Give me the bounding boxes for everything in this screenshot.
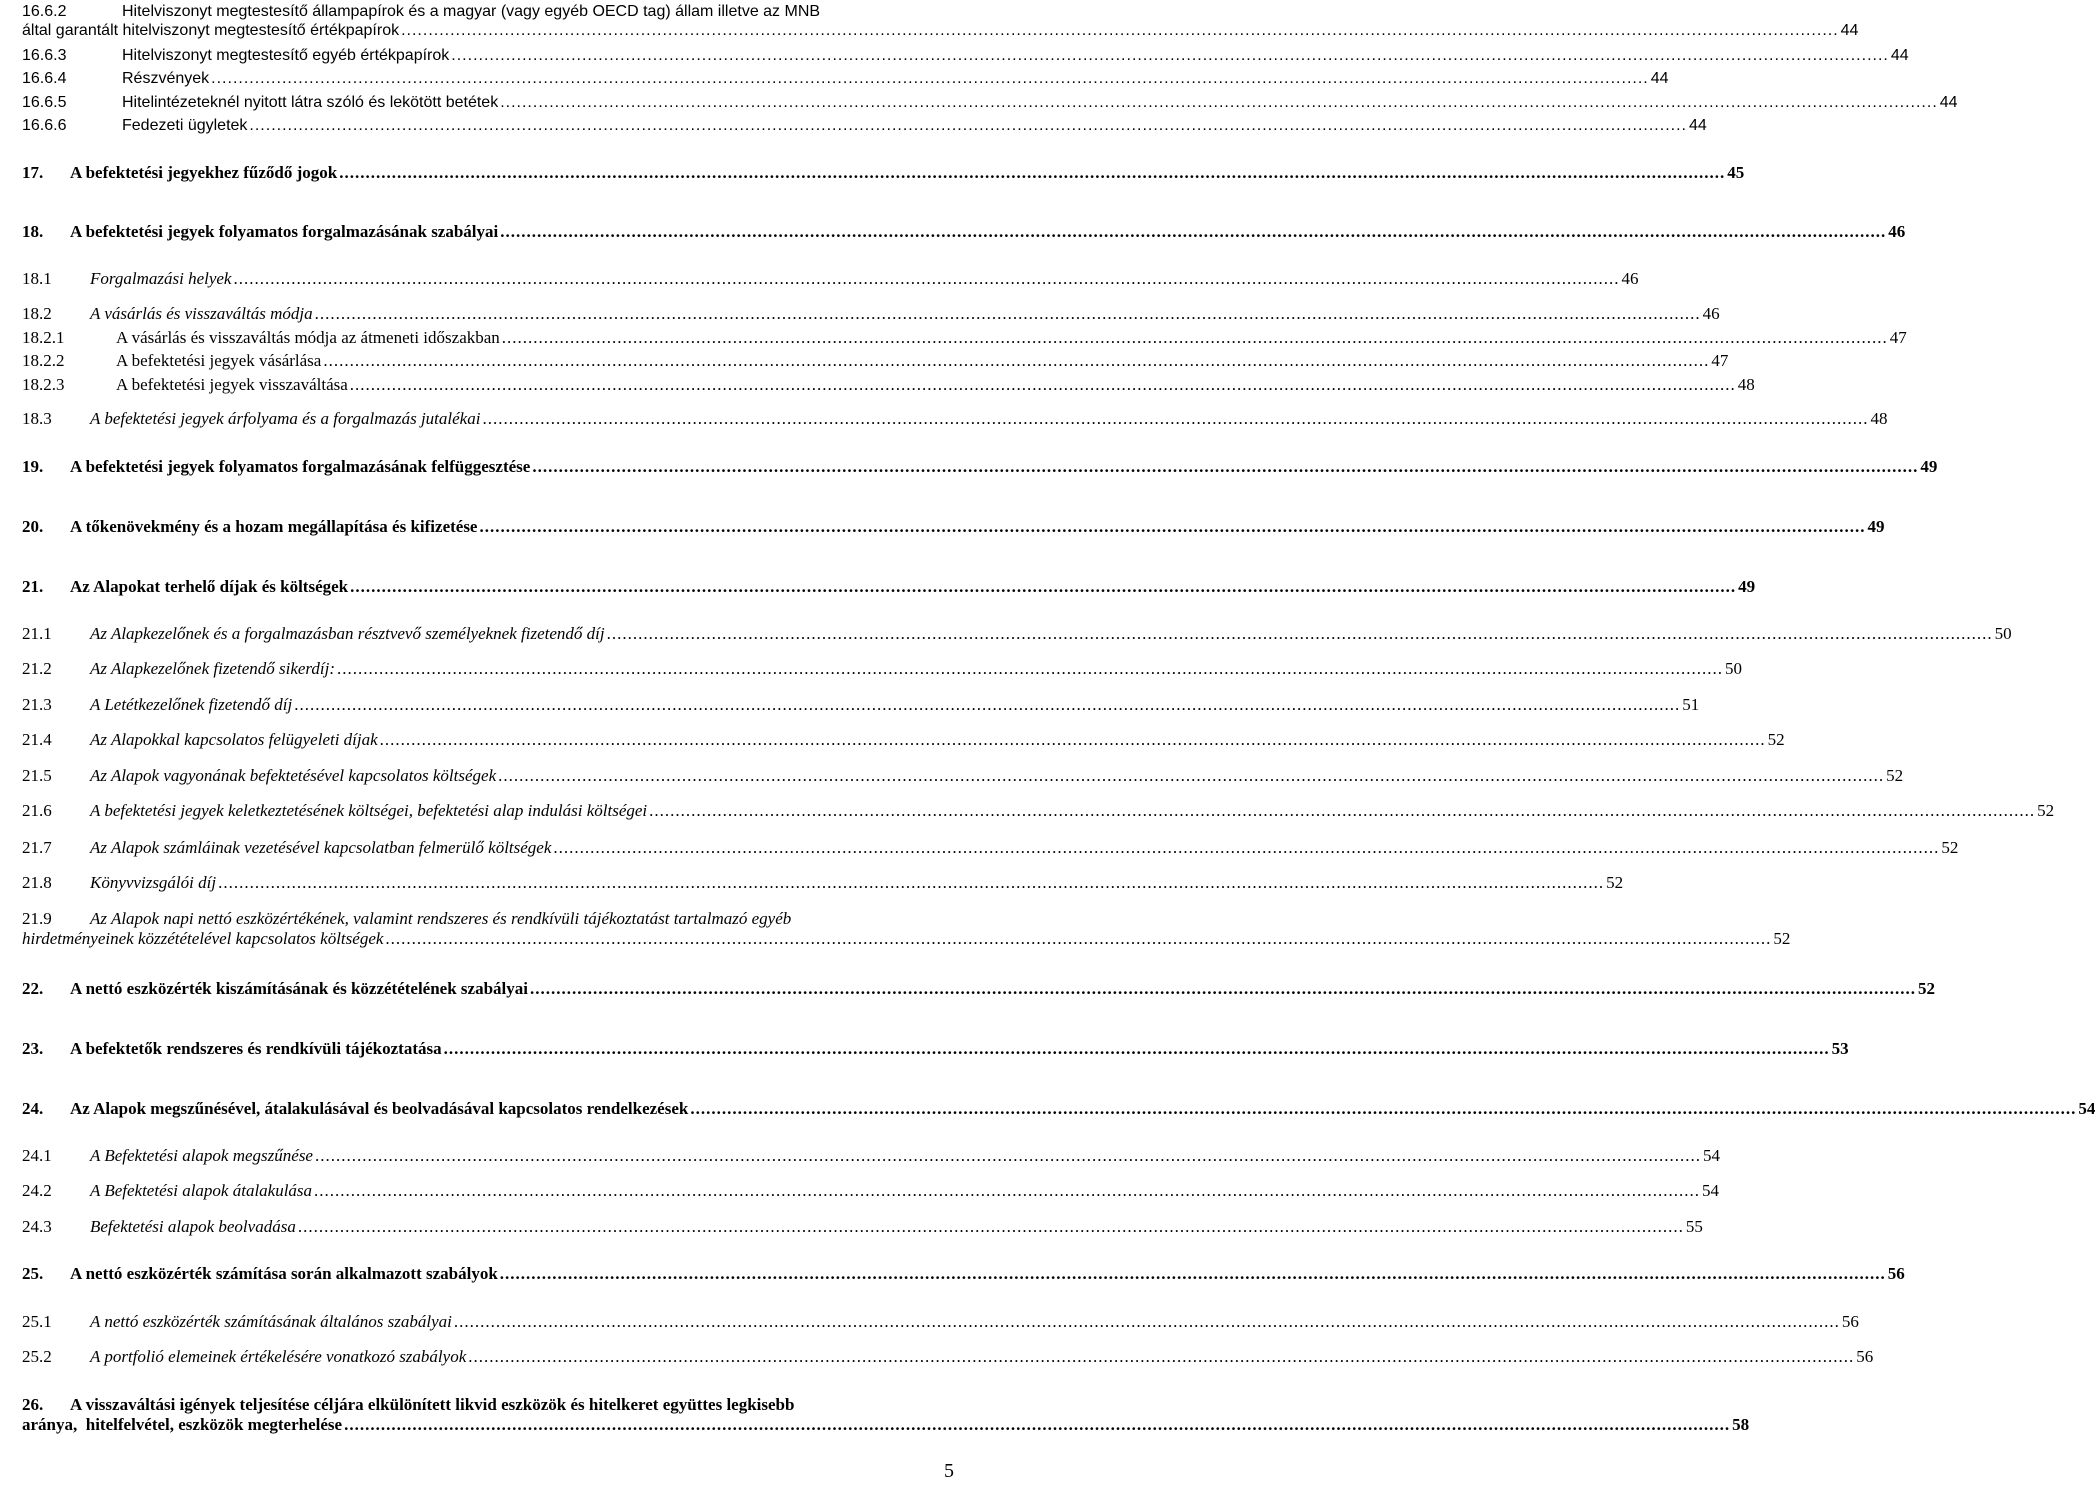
toc-number: 21.1 [22, 624, 52, 643]
dot-leader [690, 1099, 2076, 1119]
toc-entry-18-2-2[interactable] [22, 351, 1729, 371]
toc-entry-21-8[interactable] [22, 873, 1624, 893]
toc-entry-18-2-3[interactable] [22, 375, 1755, 395]
toc-entry-24-1[interactable] [22, 1146, 1720, 1166]
toc-entry-18-2[interactable] [22, 304, 1720, 324]
toc-page: 44 [1939, 94, 1958, 111]
toc-number: 18.2.2 [22, 351, 65, 370]
toc-entry-18-1[interactable] [22, 269, 1639, 289]
dot-leader [315, 304, 1701, 324]
toc-page: 50 [1994, 624, 2012, 643]
toc-number: 21.6 [22, 801, 52, 820]
toc-page: 53 [1831, 1039, 1849, 1058]
toc-title: Az Alapokkal kapcsolatos felügyeleti díjak [90, 730, 378, 749]
toc-title: Az Alapok vagyonának befektetésével kapcsolatos költségek [90, 766, 497, 785]
dot-leader [500, 1264, 1886, 1284]
toc-page: 52 [1886, 766, 1904, 785]
toc-entry-18-2-1[interactable] [22, 328, 1907, 348]
toc-number: 26. [22, 1395, 44, 1414]
toc-entry-20[interactable] [22, 517, 1885, 537]
toc-page: 49 [1920, 457, 1938, 476]
toc-page: 51 [1682, 695, 1700, 714]
dot-leader [314, 1181, 1700, 1201]
toc-page: 48 [1870, 409, 1888, 428]
toc-number: 18. [22, 222, 44, 241]
dot-leader [211, 69, 1649, 88]
toc-page: 44 [1688, 117, 1707, 134]
toc-title: A befektetők rendszeres és rendkívüli tájékoztatása [70, 1039, 442, 1058]
toc-title: Fedezeti ügyletek [122, 117, 248, 134]
toc-number: 16.6.4 [22, 70, 67, 87]
toc-number: 18.2.1 [22, 328, 65, 347]
toc-number: 22. [22, 979, 44, 998]
toc-page: 56 [1841, 1312, 1859, 1331]
dot-leader [401, 21, 1839, 40]
toc-entry-23[interactable] [22, 1039, 1849, 1059]
toc-title-continued: hirdetményeinek közzétételével kapcsolatos költségek [22, 929, 384, 949]
toc-entry-21-9[interactable] [22, 909, 1791, 950]
dot-leader [479, 517, 1865, 537]
toc-number: 16.6.6 [22, 117, 67, 134]
toc-title-continued: aránya, hitelfelvétel, eszközök megterhelése [22, 1415, 343, 1435]
toc-title: Az Alapok számláinak vezetésével kapcsolatban felmerülő költségek [90, 838, 552, 857]
dot-leader [649, 801, 2035, 821]
toc-number: 23. [22, 1039, 44, 1058]
toc-page: 47 [1711, 351, 1729, 370]
toc-page: 52 [1606, 873, 1624, 892]
dot-leader [298, 1217, 1684, 1237]
toc-page: 46 [1621, 269, 1639, 288]
toc-title: A portfolió elemeinek értékelésére vonatkozó szabályok [90, 1347, 467, 1366]
toc-number: 21. [22, 577, 44, 596]
toc-page: 52 [1773, 929, 1791, 949]
toc-entry-21-6[interactable] [22, 801, 2055, 821]
toc-entry-21-5[interactable] [22, 766, 1904, 786]
toc-entry-21-1[interactable] [22, 624, 2012, 644]
toc-title: A tőkenövekmény és a hozam megállapítása és kifizetése [70, 517, 478, 536]
toc-page: 46 [1888, 222, 1906, 241]
dot-leader [498, 766, 1884, 786]
toc-entry-16-6-2[interactable] [22, 2, 1859, 40]
toc-number: 24.1 [22, 1146, 52, 1165]
toc-entry-second-line [22, 21, 1859, 40]
toc-page: 52 [2037, 801, 2055, 820]
toc-page: 54 [2078, 1099, 2095, 1118]
toc-number: 19. [22, 457, 44, 476]
toc-title: A vásárlás és visszaváltás módja az átmeneti időszakban [116, 328, 500, 347]
toc-title: Hitelviszonyt megtestesítő egyéb értékpapírok [122, 47, 450, 64]
toc-page: 58 [1732, 1415, 1750, 1435]
toc-page: 55 [1685, 1217, 1703, 1236]
dot-leader [553, 838, 1939, 858]
dot-leader [337, 659, 1723, 679]
toc-number: 25.2 [22, 1347, 52, 1366]
dot-leader [350, 577, 1736, 597]
toc-page: 46 [1702, 304, 1720, 323]
toc-page: 47 [1889, 328, 1907, 347]
dot-leader [451, 46, 1889, 65]
toc-entry-16-6-6[interactable] [22, 116, 1707, 135]
dot-leader [315, 1146, 1701, 1166]
toc-title: Forgalmazási helyek [90, 269, 232, 288]
toc-entry-25-1[interactable] [22, 1312, 1859, 1332]
toc-entry-22[interactable] [22, 979, 1935, 999]
toc-title: Az Alapok megszűnésével, átalakulásával és beolvadásával kapcsolatos rendelkezések [70, 1099, 689, 1118]
toc-title: A visszaváltási igények teljesítése céljára elkülönített likvid eszközök és hitelkeret együttes legkisebb [70, 1395, 795, 1414]
dot-leader [500, 93, 1938, 112]
toc-title: A befektetési jegyek folyamatos forgalmazásának szabályai [70, 222, 499, 241]
toc-number: 24.2 [22, 1181, 52, 1200]
toc-title: Az Alapkezelőnek és a forgalmazásban résztvevő személyeknek fizetendő díj [90, 624, 605, 643]
dot-leader [218, 873, 1604, 893]
toc-entry-25[interactable] [22, 1264, 1905, 1284]
toc-number: 18.2 [22, 304, 52, 323]
dot-leader [530, 979, 1916, 999]
toc-title: A nettó eszközérték számítása során alkalmazott szabályok [70, 1264, 498, 1283]
dot-leader [500, 222, 1886, 242]
toc-title: Részvények [122, 70, 210, 87]
toc-title: A Befektetési alapok átalakulása [90, 1181, 313, 1200]
toc-number: 16.6.2 [22, 3, 67, 20]
toc-page: 52 [1941, 838, 1959, 857]
dot-leader [454, 1312, 1840, 1332]
toc-page: 54 [1702, 1181, 1720, 1200]
toc-entry-first-line [22, 2, 956, 21]
toc-number: 18.3 [22, 409, 52, 428]
toc-title: A Befektetési alapok megszűnése [90, 1146, 313, 1165]
toc-page: 44 [1840, 22, 1859, 40]
toc-title-continued: által garantált hitelviszonyt megtestesítő értékpapírok [22, 22, 400, 40]
toc-page: 50 [1725, 659, 1743, 678]
dot-leader [350, 375, 1736, 395]
toc-page: 54 [1702, 1146, 1720, 1165]
toc-title: A befektetési jegyek keletkeztetésének költségei, befektetési alap indulási költségei [90, 801, 648, 820]
toc-title: Az Alapok napi nettó eszközértékének, valamint rendszeres és rendkívüli tájékoztatást tartalmazó egyéb [90, 909, 792, 928]
toc-entry-17[interactable] [22, 163, 1745, 183]
toc-title: A vásárlás és visszaváltás módja [90, 304, 313, 323]
toc-entry-21-7[interactable] [22, 838, 1959, 858]
toc-entry-first-line [22, 1395, 956, 1415]
toc-title: Az Alapokat terhelő díjak és költségek [70, 577, 349, 596]
toc-entry-second-line [22, 1415, 1750, 1435]
toc-number: 20. [22, 517, 44, 536]
dot-leader [344, 1415, 1730, 1435]
toc-page: 48 [1737, 375, 1755, 394]
toc-entry-second-line [22, 929, 1791, 949]
toc-entry-16-6-4[interactable] [22, 69, 1669, 88]
toc-page: 56 [1887, 1264, 1905, 1283]
toc-number: 21.3 [22, 695, 52, 714]
toc-title: A befektetési jegyek vásárlása [116, 351, 322, 370]
dot-leader [380, 730, 1766, 750]
dot-leader [532, 457, 1918, 477]
toc-entry-16-6-3[interactable] [22, 46, 1909, 65]
toc-entry-21-2[interactable] [22, 659, 1743, 679]
toc-entry-25-2[interactable] [22, 1347, 1874, 1367]
toc-entry-19[interactable] [22, 457, 1938, 477]
toc-number: 16.6.5 [22, 94, 67, 111]
dot-leader [607, 624, 1993, 644]
dot-leader [294, 695, 1680, 715]
toc-page: 44 [1650, 70, 1669, 87]
toc-entry-24[interactable] [22, 1099, 2095, 1119]
toc-number: 21.7 [22, 838, 52, 857]
toc-page: 49 [1738, 577, 1756, 596]
dot-leader [468, 1347, 1854, 1367]
toc-title: A nettó eszközérték kiszámításának és közzétételének szabályai [70, 979, 528, 998]
toc-title: Az Alapkezelőnek fizetendő sikerdíj: [90, 659, 336, 678]
toc-number: 21.4 [22, 730, 52, 749]
toc-title: A befektetési jegyek árfolyama és a forgalmazás jutalékai [90, 409, 481, 428]
toc-entry-18[interactable] [22, 222, 1906, 242]
toc-entry-21-4[interactable] [22, 730, 1785, 750]
toc-number: 25. [22, 1264, 44, 1283]
toc-number: 16.6.3 [22, 47, 67, 64]
dot-leader [385, 929, 1771, 949]
toc-entry-24-2[interactable] [22, 1181, 1720, 1201]
toc-number: 25.1 [22, 1312, 52, 1331]
toc-page: 56 [1856, 1347, 1874, 1366]
toc-title: A befektetési jegyek folyamatos forgalmazásának felfüggesztése [70, 457, 531, 476]
toc-number: 24.3 [22, 1217, 52, 1236]
page-number: 5 [944, 1460, 954, 1482]
dot-leader [323, 351, 1709, 371]
toc-title: A Letétkezelőnek fizetendő díj [90, 695, 293, 714]
dot-leader [502, 328, 1888, 348]
toc-title: Befektetési alapok beolvadása [90, 1217, 296, 1236]
toc-number: 21.2 [22, 659, 52, 678]
toc-entry-first-line [22, 909, 956, 929]
toc-entry-18-3[interactable] [22, 409, 1888, 429]
toc-entry-21-3[interactable] [22, 695, 1700, 715]
toc-page: 52 [1917, 979, 1935, 998]
toc-number: 24. [22, 1099, 44, 1118]
toc-number: 21.8 [22, 873, 52, 892]
toc-title: Hitelviszonyt megtestesítő állampapírok és a magyar (vagy egyéb OECD tag) állam illetve az MNB [122, 3, 821, 20]
toc-number: 21.5 [22, 766, 52, 785]
toc-page: 44 [1890, 47, 1909, 64]
toc-entry-21[interactable] [22, 577, 1756, 597]
dot-leader [233, 269, 1619, 289]
toc-title: A befektetési jegyekhez fűződő jogok [70, 163, 338, 182]
toc-page: 49 [1867, 517, 1885, 536]
toc-title: A nettó eszközérték számításának általános szabályai [90, 1312, 452, 1331]
toc-page: 45 [1727, 163, 1745, 182]
toc-number: 21.9 [22, 909, 52, 928]
toc-entry-16-6-5[interactable] [22, 93, 1958, 112]
toc-title: Hitelintézeteknél nyitott látra szóló és lekötött betétek [122, 94, 499, 111]
toc-entry-26[interactable] [22, 1395, 1750, 1436]
toc-page: 52 [1767, 730, 1785, 749]
dot-leader [444, 1039, 1830, 1059]
toc-number: 17. [22, 163, 44, 182]
dot-leader [249, 116, 1687, 135]
toc-entry-24-3[interactable] [22, 1217, 1703, 1237]
toc-number: 18.2.3 [22, 375, 65, 394]
dot-leader [482, 409, 1868, 429]
dot-leader [339, 163, 1725, 183]
toc-title: A befektetési jegyek visszaváltása [116, 375, 348, 394]
toc-number: 18.1 [22, 269, 52, 288]
toc-title: Könyvvizsgálói díj [90, 873, 217, 892]
